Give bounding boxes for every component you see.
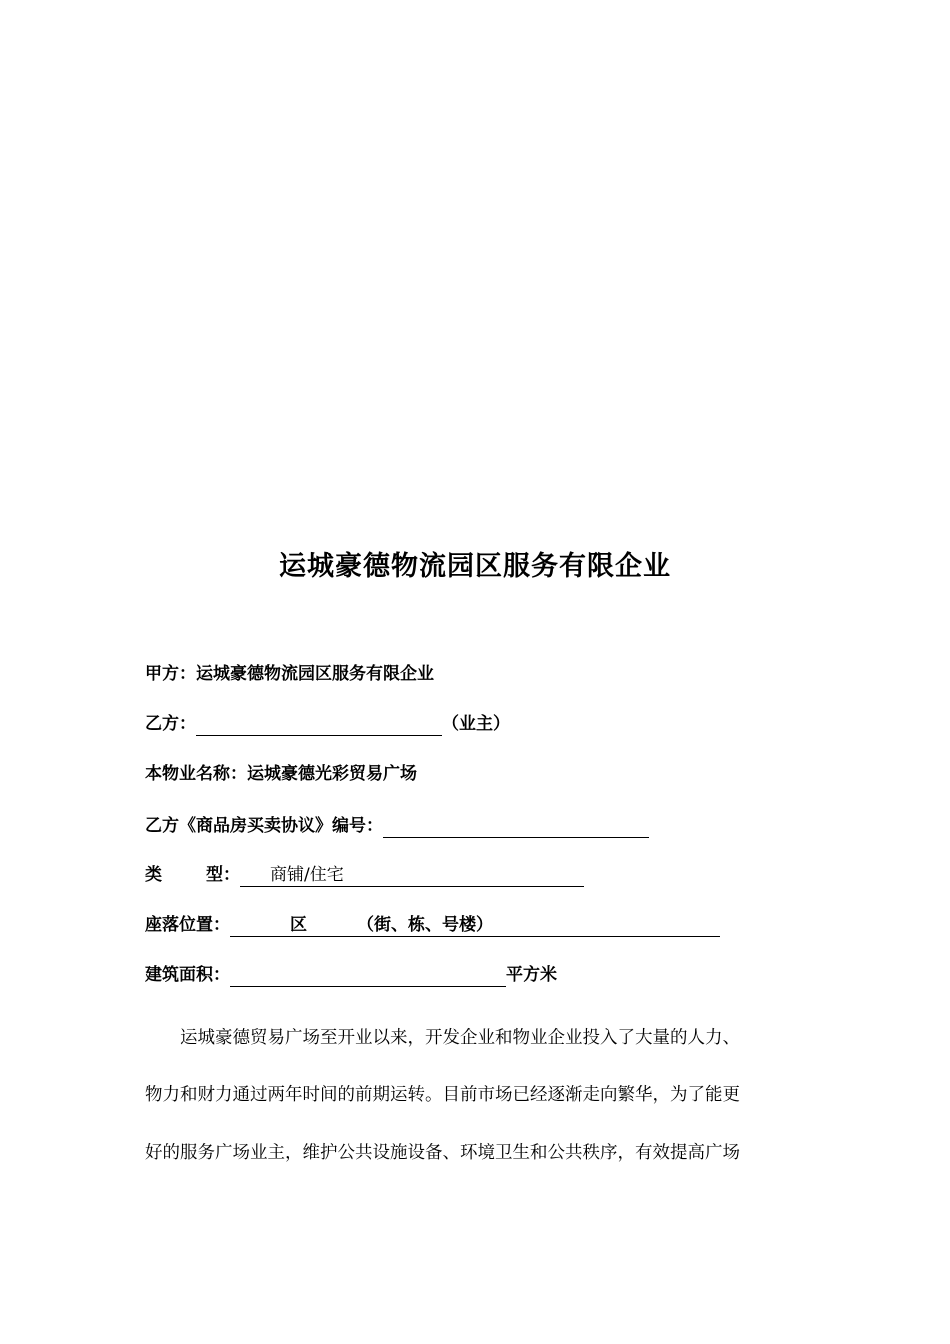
type-label-2: 型： <box>206 865 240 885</box>
paragraph-line: 运城豪德贸易广场至开业以来，开发企业和物业企业投入了大量的人力、 <box>180 1028 740 1048</box>
type-value: 商铺/住宅 <box>240 864 584 887</box>
party-b-line <box>145 712 510 736</box>
property-name-label: 本物业名称： <box>145 764 247 784</box>
party-b-suffix: （业主） <box>442 714 510 734</box>
property-name-line <box>145 762 417 786</box>
property-name-value: 运城豪德光彩贸易广场 <box>247 764 417 784</box>
party-a-label: 甲方： <box>145 664 196 684</box>
location-label: 座落位置： <box>145 915 230 935</box>
area-label: 建筑面积： <box>145 965 230 985</box>
area-blank <box>230 966 506 987</box>
location-blank <box>230 914 720 937</box>
paragraph-line: 物力和财力通过两年时间的前期运转。目前市场已经逐渐走向繁华，为了能更 <box>145 1085 740 1105</box>
type-label-1: 类 <box>145 865 162 885</box>
party-a-line <box>145 662 434 686</box>
type-line <box>145 863 584 887</box>
paragraph-line: 好的服务广场业主，维护公共设施设备、环境卫生和公共秩序，有效提高广场 <box>145 1143 740 1163</box>
area-unit: 平方米 <box>506 965 557 985</box>
location-detail: （街、栋、号楼） <box>357 915 493 935</box>
location-line <box>145 913 720 937</box>
area-line <box>145 963 557 987</box>
contract-no-label: 乙方《商品房买卖协议》编号： <box>145 816 383 836</box>
party-a-value: 运城豪德物流园区服务有限企业 <box>196 664 434 684</box>
party-b-blank <box>196 715 442 736</box>
location-district: 区 <box>290 915 307 935</box>
contract-no-line <box>145 814 649 838</box>
contract-no-blank <box>383 817 649 838</box>
party-b-label: 乙方： <box>145 714 196 734</box>
document-title: 运城豪德物流园区服务有限企业 <box>279 551 671 582</box>
